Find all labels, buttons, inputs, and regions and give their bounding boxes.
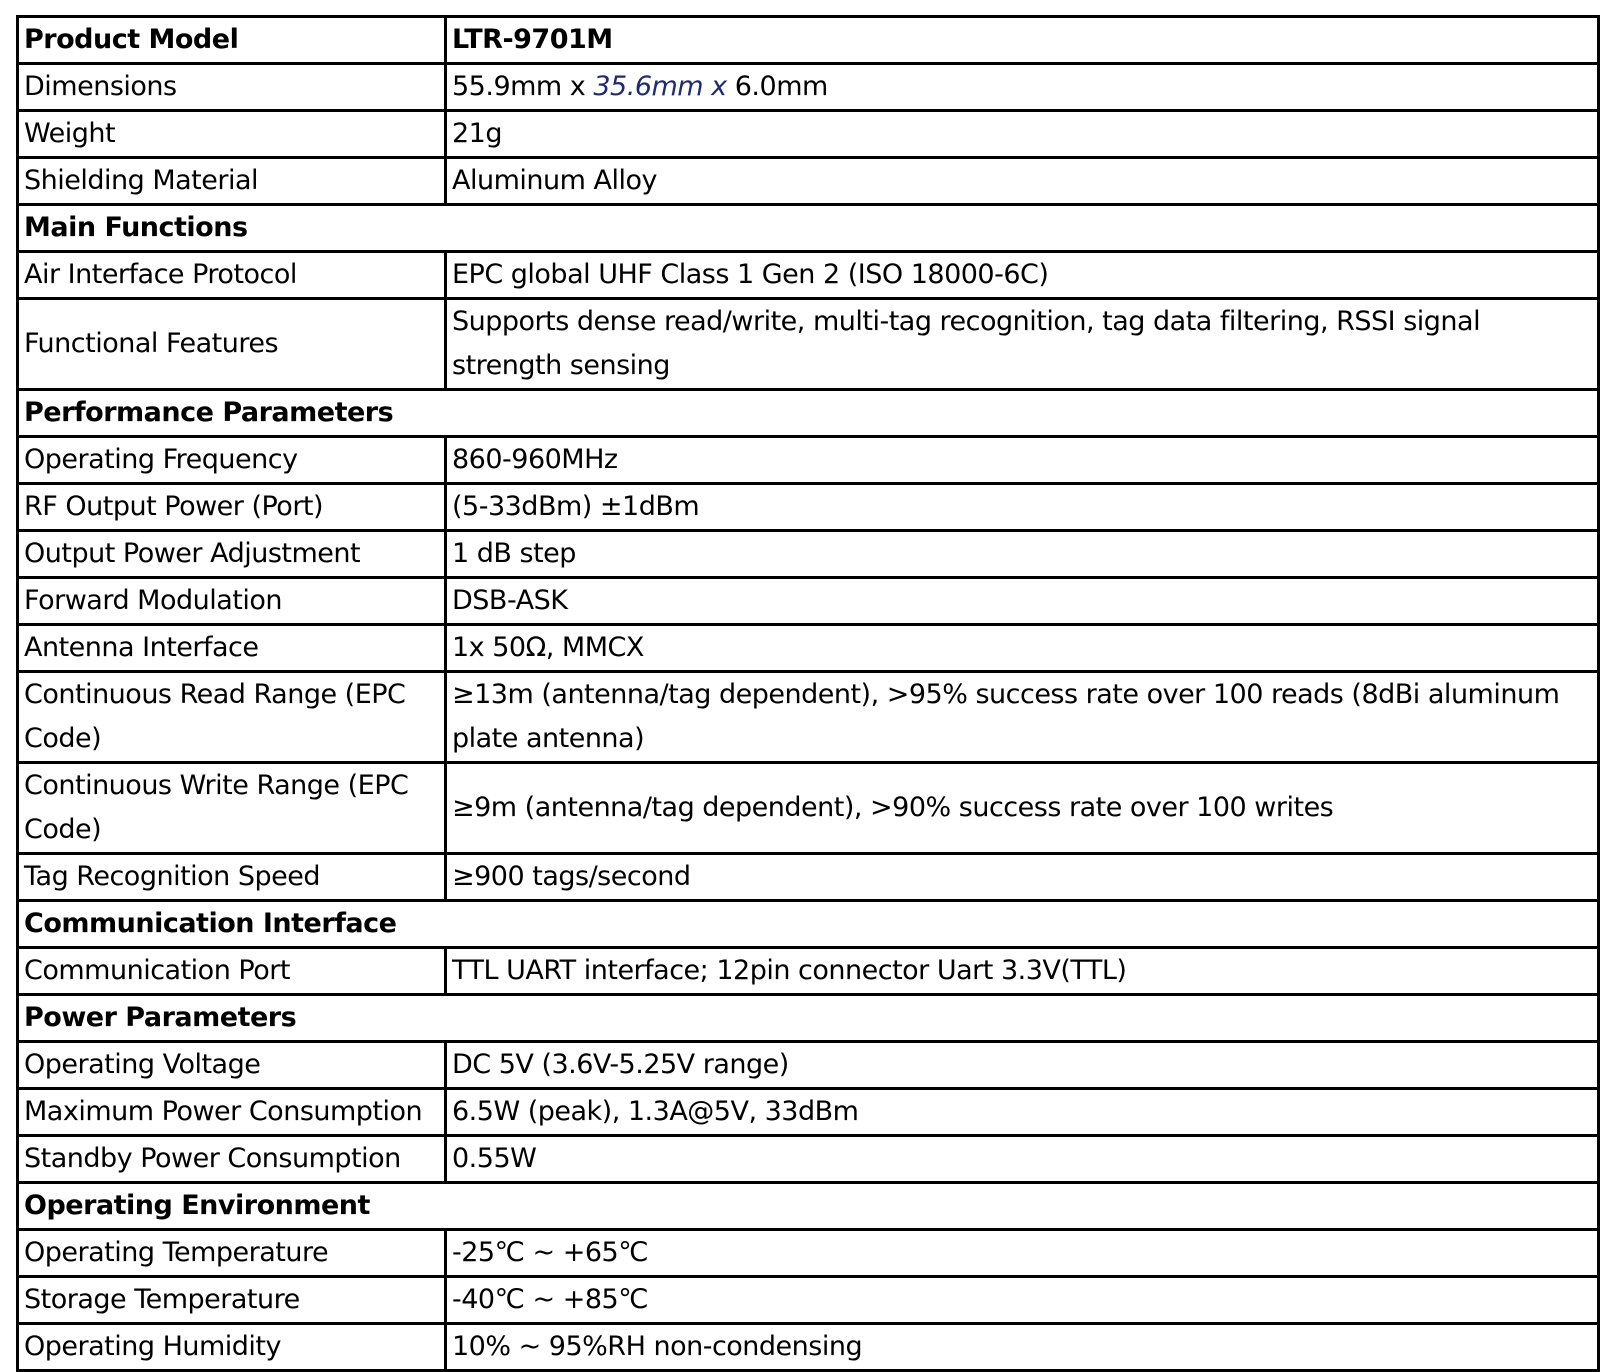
table-row-product-model — [18, 17, 1599, 64]
section-header: Performance Parameters — [18, 390, 1599, 437]
spec-value-dimensions — [446, 64, 1599, 111]
table-row — [18, 1042, 1599, 1089]
table-row — [18, 1136, 1599, 1183]
spec-label: Standby Power Consumption — [18, 1136, 446, 1183]
spec-value: 6.5W (peak), 1.3A@5V, 33dBm — [446, 1089, 1599, 1136]
spec-label: Antenna Interface — [18, 625, 446, 672]
dimension-width: 35.6mm x — [593, 71, 735, 102]
spec-value: EPC global UHF Class 1 Gen 2 (ISO 18000-6C) — [446, 252, 1599, 299]
section-row-main-functions — [18, 205, 1599, 252]
spec-label: Maximum Power Consumption — [18, 1089, 446, 1136]
spec-label: Dimensions — [18, 64, 446, 111]
spec-label: Continuous Write Range (EPC Code) — [18, 763, 446, 854]
spec-label: Shielding Material — [18, 158, 446, 205]
spec-label: Storage Temperature — [18, 1277, 446, 1324]
section-header: Operating Environment — [18, 1183, 1599, 1230]
spec-value: LTR-9701M — [446, 17, 1599, 64]
table-row — [18, 578, 1599, 625]
table-row-dimensions — [18, 64, 1599, 111]
section-row-power — [18, 995, 1599, 1042]
dimension-length: 55.9mm x — [452, 71, 594, 102]
spec-value: 0.55W — [446, 1136, 1599, 1183]
spec-value: 21g — [446, 111, 1599, 158]
section-header: Main Functions — [18, 205, 1599, 252]
table-row — [18, 763, 1599, 854]
spec-label: Operating Frequency — [18, 437, 446, 484]
spec-value: 1 dB step — [446, 531, 1599, 578]
spec-label: Weight — [18, 111, 446, 158]
section-header: Communication Interface — [18, 901, 1599, 948]
table-row — [18, 531, 1599, 578]
spec-label: RF Output Power (Port) — [18, 484, 446, 531]
spec-label: Operating Temperature — [18, 1230, 446, 1277]
spec-value: Aluminum Alloy — [446, 158, 1599, 205]
table-row — [18, 854, 1599, 901]
section-row-performance — [18, 390, 1599, 437]
table-row — [18, 484, 1599, 531]
table-row — [18, 1277, 1599, 1324]
spec-value: 10% ~ 95%RH non-condensing — [446, 1324, 1599, 1371]
spec-value: ≥900 tags/second — [446, 854, 1599, 901]
spec-value: DSB-ASK — [446, 578, 1599, 625]
spec-value: -25℃ ~ +65℃ — [446, 1230, 1599, 1277]
section-header: Power Parameters — [18, 995, 1599, 1042]
section-row-communication — [18, 901, 1599, 948]
spec-label: Operating Voltage — [18, 1042, 446, 1089]
spec-label: Product Model — [18, 17, 446, 64]
spec-value: Supports dense read/write, multi-tag recognition, tag data filtering, RSSI signal strength sensing — [446, 299, 1599, 390]
spec-label: Communication Port — [18, 948, 446, 995]
spec-value: 1x 50Ω, MMCX — [446, 625, 1599, 672]
spec-value: ≥9m (antenna/tag dependent), >90% success rate over 100 writes — [446, 763, 1599, 854]
table-row — [18, 672, 1599, 763]
table-row — [18, 1230, 1599, 1277]
spec-label: Air Interface Protocol — [18, 252, 446, 299]
spec-label: Forward Modulation — [18, 578, 446, 625]
table-row — [18, 948, 1599, 995]
table-row — [18, 437, 1599, 484]
spec-value: -40℃ ~ +85℃ — [446, 1277, 1599, 1324]
spec-label: Functional Features — [18, 299, 446, 390]
spec-value: TTL UART interface; 12pin connector Uart 3.3V(TTL) — [446, 948, 1599, 995]
spec-value: DC 5V (3.6V-5.25V range) — [446, 1042, 1599, 1089]
spec-value: 860-960MHz — [446, 437, 1599, 484]
table-row — [18, 158, 1599, 205]
table-row — [18, 299, 1599, 390]
spec-label: Tag Recognition Speed — [18, 854, 446, 901]
table-row — [18, 625, 1599, 672]
table-row — [18, 1089, 1599, 1136]
table-row — [18, 1324, 1599, 1371]
dimension-height: 6.0mm — [734, 71, 828, 102]
spec-value: ≥13m (antenna/tag dependent), >95% success rate over 100 reads (8dBi aluminum plate antenna) — [446, 672, 1599, 763]
spec-label: Continuous Read Range (EPC Code) — [18, 672, 446, 763]
spec-value: (5-33dBm) ±1dBm — [446, 484, 1599, 531]
table-row — [18, 252, 1599, 299]
specification-table — [16, 15, 1600, 1372]
spec-label: Output Power Adjustment — [18, 531, 446, 578]
section-row-environment — [18, 1183, 1599, 1230]
table-row — [18, 111, 1599, 158]
spec-label: Operating Humidity — [18, 1324, 446, 1371]
